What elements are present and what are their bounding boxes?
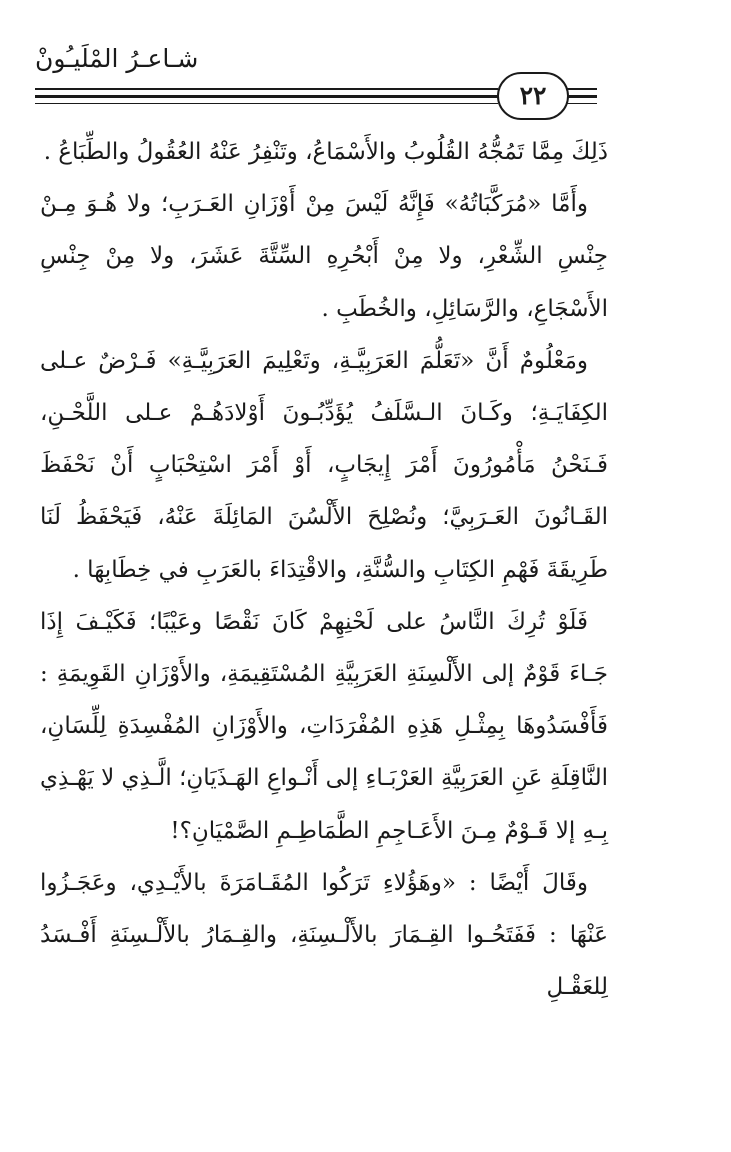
paragraph: فَلَوْ تُرِكَ النَّاسُ على لَحْنِهِمْ كَانَ نَقْصًا وعَيْبًا؛ فَكَيْـفَ إِذَا جَـاءَ قَوْمٌ إلى الأَلْسِنَةِ العَرَبِيَّةِ المُسْتَقِيمَةِ، والأَوْزَانِ القَوِيمَةِ : فَأَفْسَدُوهَا بِمِثْـلِ هَذِهِ المُفْرَدَاتِ، والأَوْزَانِ المُفْسِدَةِ لِلِّسَانِ، النَّاقِلَةِ عَنِ العَرَبِيَّةِ العَرْبَـاءِ إلى أَنْـواعِ الهَـذَيَانِ؛ الَّـذِي لا يَهْـذِي بِـهِ إلا قَـوْمٌ مِـنَ الأَعَـاجِمِ الطَّمَاطِـمِ الصَّمْيَانِ؟! — [40, 608, 608, 844]
header-rule-right — [567, 103, 597, 104]
header-rule-right — [567, 88, 597, 90]
paragraph: ومَعْلُومٌ أَنَّ «تَعَلُّمَ العَرَبِيَّـةِ، وتَعْلِيمَ العَرَبِيَّـةِ» فَـرْضٌ عـلى الكِفَايَـةِ؛ وكَـانَ الـسَّلَفُ يُؤَدِّبُـونَ أَوْلادَهُـمْ عـلى اللَّحْـنِ، فَـنَحْنُ مَأْمُورُونَ أَمْرَ إِيجَابٍ، أَوْ أَمْرَ اسْتِحْبَابٍ أَنْ نَحْفَظَ القَـانُونَ العَـرَبِيَّ؛ ونُصْلِحَ الأَلْسُنَ المَائِلَةَ عَنْهُ، فَيَحْفَظُ لَنَا طَرِيقَةَ فَهْمِ الكِتَابِ والسُّنَّةِ، والاقْتِدَاءَ بالعَرَبِ في خِطَابِهَا . — [40, 347, 608, 583]
header-rule — [35, 95, 498, 98]
paragraph: وأَمَّا «مُرَكَّبَاتُهُ» فَإِنَّهُ لَيْسَ مِنْ أَوْزَانِ العَـرَبِ؛ ولا هُـوَ مِـنْ جِنْسِ الشِّعْرِ، ولا مِنْ أَبْحُرِهِ السِّتَّةَ عَشَرَ، ولا مِنْ جِنْسِ الأَسْجَاعِ، والرَّسَائِلِ، والخُطَبِ . — [40, 191, 608, 322]
header-rule-right — [567, 95, 597, 98]
paragraph: وقَالَ أَيْضًا : «وهَؤُلاءِ تَرَكُوا المُقَـامَرَةَ بالأَيْـدِي، وعَجَـزُوا عَنْهَا : فَفَتَحُـوا القِـمَارَ بالأَلْـسِنَةِ، والقِـمَارُ بالأَلْـسِنَةِ أَفْـسَدُ لِلعَقْـلِ — [40, 869, 608, 1001]
header-rule — [35, 88, 498, 90]
body-text — [40, 126, 608, 1013]
header-rule — [35, 103, 498, 104]
running-title: شـاعـرُ المْلَيـُونْ — [35, 44, 199, 73]
paragraph: ذَلِكَ مِمَّا تَمُجُّهُ القُلُوبُ والأَسْمَاعُ، وتَنْفِرُ عَنْهُ العُقُولُ والطِّبَاعُ . — [43, 139, 608, 165]
page-number-badge: ٢٢ — [497, 72, 569, 120]
